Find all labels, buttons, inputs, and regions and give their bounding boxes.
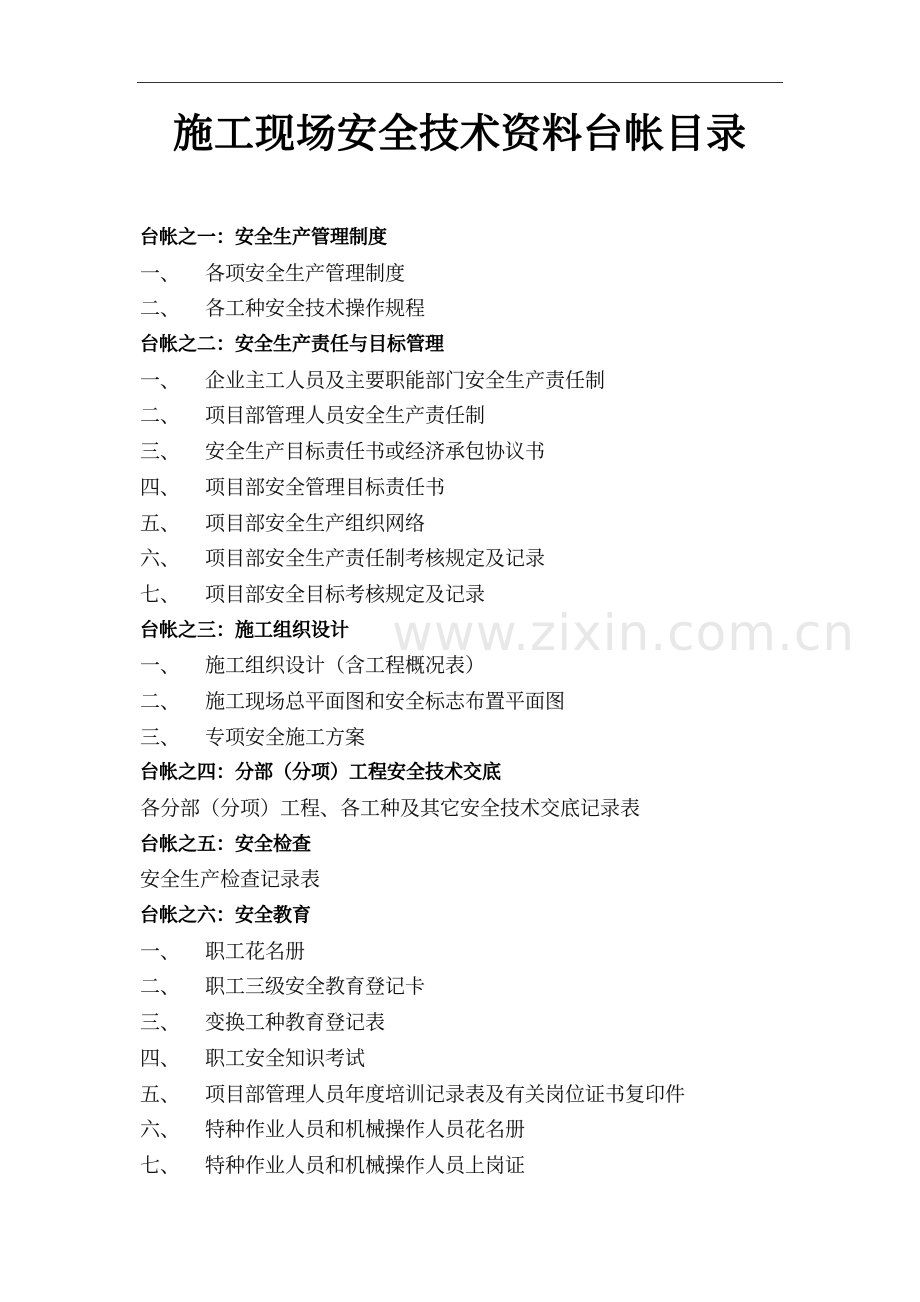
list-item <box>140 291 800 327</box>
list-item <box>140 934 800 970</box>
list-item <box>140 1148 800 1184</box>
item-number: 二、 <box>140 403 180 428</box>
item-text: 专项安全施工方案 <box>205 724 365 749</box>
list-item <box>140 1112 800 1148</box>
list-item <box>140 969 800 1005</box>
item-text: 施工组织设计（含工程概况表） <box>205 653 485 678</box>
document-title: 施工现场安全技术资料台帐目录 <box>173 110 747 157</box>
item-text: 企业主工人员及主要职能部门安全生产责任制 <box>205 367 605 392</box>
list-item <box>140 684 800 720</box>
list-item <box>140 1005 800 1041</box>
item-number: 五、 <box>140 1081 180 1106</box>
section-heading: 台帐之一：安全生产管理制度 <box>140 226 388 248</box>
list-item <box>140 434 800 470</box>
item-number: 二、 <box>140 974 180 999</box>
item-number: 七、 <box>140 581 180 606</box>
table-of-contents <box>140 220 800 1184</box>
header-rule <box>137 82 783 83</box>
item-text: 职工花名册 <box>205 938 305 963</box>
plain-item: 各分部（分项）工程、各工种及其它安全技术交底记录表 <box>140 796 640 820</box>
item-text: 各工种安全技术操作规程 <box>205 296 425 321</box>
list-item <box>140 506 800 542</box>
item-text: 项目部安全生产责任制考核规定及记录 <box>205 546 545 571</box>
item-number: 五、 <box>140 510 180 535</box>
item-text: 项目部安全目标考核规定及记录 <box>205 581 485 606</box>
item-number: 六、 <box>140 1117 180 1142</box>
section-heading: 台帐之三：施工组织设计 <box>140 618 350 641</box>
list-item <box>140 720 800 756</box>
item-number: 三、 <box>140 1010 180 1035</box>
item-text: 安全生产目标责任书或经济承包协议书 <box>205 439 545 464</box>
item-number: 四、 <box>140 1045 180 1070</box>
watermark: www.zixin.com.cn <box>392 604 856 662</box>
item-number: 二、 <box>140 296 180 321</box>
section-heading: 台帐之四：分部（分项）工程安全技术交底 <box>140 761 502 784</box>
item-text: 项目部安全管理目标责任书 <box>205 474 445 499</box>
item-number: 二、 <box>140 688 180 713</box>
item-number: 一、 <box>140 653 180 678</box>
item-text: 职工安全知识考试 <box>205 1045 365 1070</box>
item-text: 项目部安全生产组织网络 <box>205 510 425 535</box>
item-number: 七、 <box>140 1152 180 1177</box>
list-item <box>140 256 800 292</box>
item-text: 施工现场总平面图和安全标志布置平面图 <box>205 688 565 713</box>
item-text: 变换工种教育登记表 <box>205 1010 385 1035</box>
plain-item: 安全生产检查记录表 <box>140 867 320 892</box>
section-heading: 台帐之二：安全生产责任与目标管理 <box>140 333 445 356</box>
list-item <box>140 1077 800 1113</box>
section-heading: 台帐之五：安全检查 <box>140 832 312 855</box>
list-item <box>140 541 800 577</box>
list-item <box>140 398 800 434</box>
item-number: 三、 <box>140 724 180 749</box>
item-number: 一、 <box>140 260 180 285</box>
list-item <box>140 1041 800 1077</box>
list-item <box>140 648 800 684</box>
list-item <box>140 470 800 506</box>
item-text: 项目部管理人员安全生产责任制 <box>205 403 485 428</box>
item-text: 特种作业人员和机械操作人员花名册 <box>205 1117 525 1142</box>
item-text: 各项安全生产管理制度 <box>205 260 405 285</box>
item-text: 特种作业人员和机械操作人员上岗证 <box>205 1152 525 1177</box>
item-number: 一、 <box>140 938 180 963</box>
list-item <box>140 363 800 399</box>
item-number: 六、 <box>140 546 180 571</box>
item-number: 一、 <box>140 367 180 392</box>
item-number: 三、 <box>140 439 180 464</box>
item-text: 项目部管理人员年度培训记录表及有关岗位证书复印件 <box>205 1081 685 1106</box>
item-number: 四、 <box>140 474 180 499</box>
section-heading: 台帐之六：安全教育 <box>140 904 312 927</box>
list-item <box>140 577 800 613</box>
item-text: 职工三级安全教育登记卡 <box>205 974 425 999</box>
